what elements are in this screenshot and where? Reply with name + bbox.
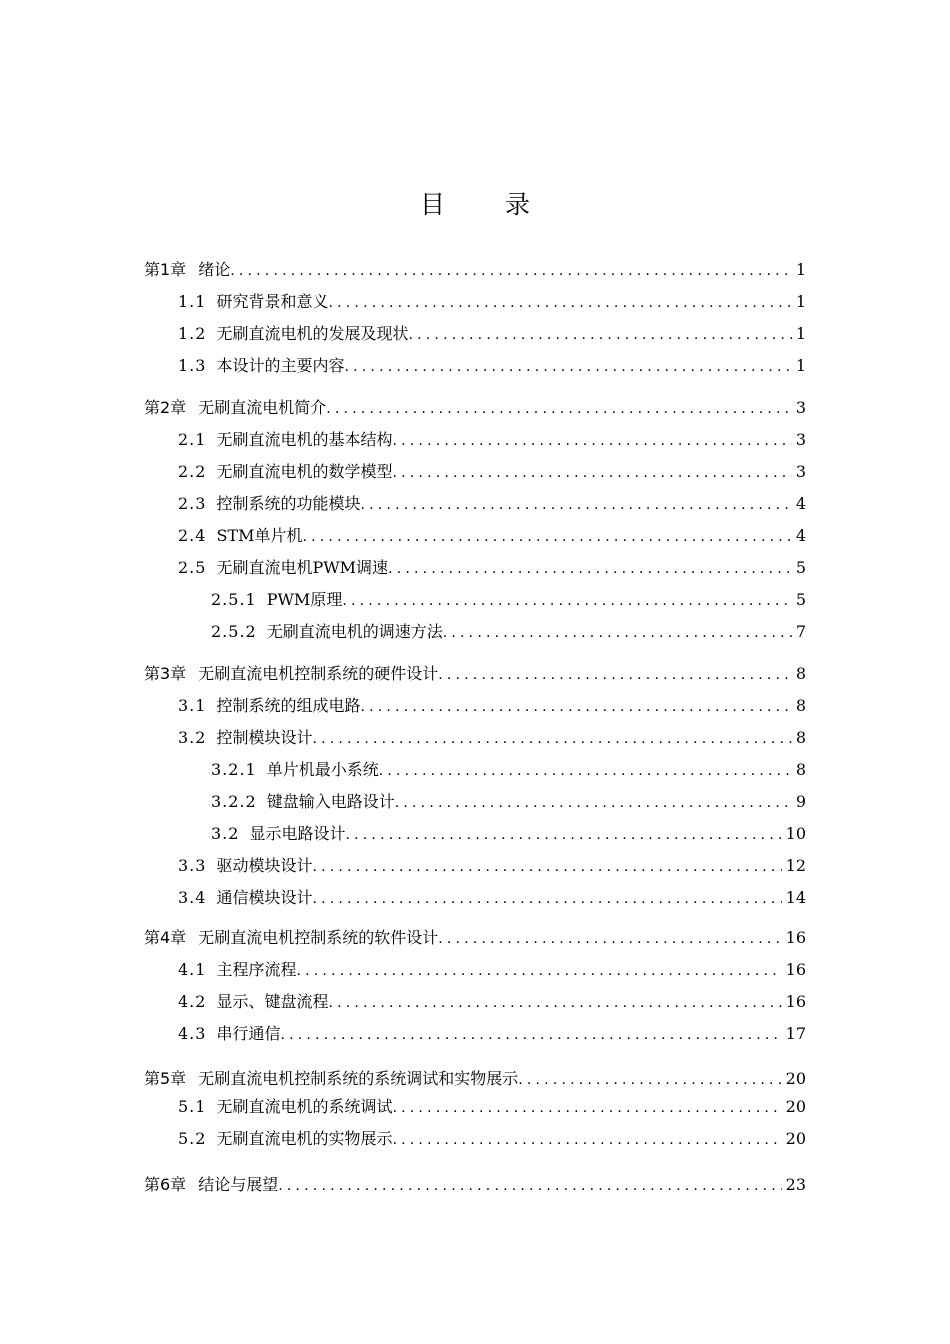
toc-entry-number: 2.2	[178, 462, 207, 481]
dot-leader	[312, 887, 781, 911]
toc-page-number: 8	[795, 760, 806, 779]
toc-entry-title: 无刷直流电机的数学模型	[216, 462, 393, 481]
toc-entry-title: 控制系统的组成电路	[216, 696, 361, 715]
dot-leader	[328, 991, 781, 1015]
toc-section-entry[interactable]	[178, 854, 806, 878]
toc-entry-number: 第5章	[144, 1069, 187, 1088]
dot-leader	[312, 855, 781, 879]
toc-section-entry[interactable]	[211, 822, 806, 846]
toc-entry-number: 1.3	[178, 356, 207, 375]
dot-leader	[395, 791, 792, 815]
toc-entry-number: 5.1	[178, 1097, 207, 1116]
toc-entry-number: 第6章	[144, 1175, 187, 1194]
toc-entry-number: 1.2	[178, 324, 207, 343]
toc-chapter-entry[interactable]	[144, 1173, 806, 1197]
toc-page-number: 4	[795, 526, 806, 545]
toc-entry-number: 第2章	[144, 398, 187, 417]
toc-entry-title: STM单片机	[216, 526, 303, 545]
toc-page-number: 5	[795, 590, 806, 609]
toc-entry-title: 无刷直流电机控制系统的软件设计	[198, 928, 439, 947]
toc-page-number: 20	[785, 1069, 806, 1088]
dot-leader	[360, 695, 791, 719]
toc-page-number: 1	[795, 356, 806, 375]
toc-page-number: 9	[795, 792, 806, 811]
toc-entry-number: 3.2	[211, 824, 240, 843]
toc-entry-title: 无刷直流电机的实物展示	[216, 1129, 393, 1148]
toc-page-number: 20	[785, 1129, 806, 1148]
toc-section-entry[interactable]	[178, 886, 806, 910]
toc-section-entry[interactable]	[178, 322, 806, 346]
toc-section-entry[interactable]	[178, 524, 806, 548]
toc-chapter-entry[interactable]	[144, 396, 806, 420]
dot-leader	[438, 663, 792, 687]
toc-page-number: 3	[795, 430, 806, 449]
toc-entry-number: 3.3	[178, 856, 207, 875]
dot-leader	[360, 493, 791, 517]
toc-page-number: 8	[795, 696, 806, 715]
dot-leader	[443, 621, 792, 645]
dot-leader	[312, 727, 791, 751]
toc-entry-title: 控制模块设计	[216, 728, 313, 747]
toc-section-entry[interactable]	[178, 1127, 806, 1151]
dot-leader	[302, 525, 791, 549]
toc-entry-number: 第3章	[144, 664, 187, 683]
toc-entry-number: 3.2	[178, 728, 207, 747]
toc-section-entry[interactable]	[178, 1095, 806, 1119]
toc-title: 目 录	[420, 190, 556, 219]
toc-entry-title: 串行通信	[216, 1024, 281, 1043]
toc-page-number: 23	[785, 1175, 806, 1194]
toc-entry-title: 无刷直流电机控制系统的系统调试和实物展示	[198, 1069, 519, 1088]
toc-entry-number: 2.4	[178, 526, 207, 545]
toc-entry-title: 键盘输入电路设计	[266, 792, 395, 811]
toc-page-number: 8	[795, 728, 806, 747]
toc-entry-title: 驱动模块设计	[216, 856, 313, 875]
toc-section-entry[interactable]	[211, 758, 806, 782]
toc-page-number: 16	[785, 992, 806, 1011]
toc-entry-title: 显示电路设计	[249, 824, 346, 843]
dot-leader	[328, 291, 791, 315]
toc-entry-title: 无刷直流电机简介	[198, 398, 327, 417]
toc-entry-title: 无刷直流电机控制系统的硬件设计	[198, 664, 439, 683]
toc-page-number: 14	[785, 888, 806, 907]
toc-section-entry[interactable]	[178, 290, 806, 314]
toc-entry-number: 第4章	[144, 928, 187, 947]
toc-page-number: 7	[795, 622, 806, 641]
toc-entry-number: 2.5.1	[211, 590, 257, 609]
dot-leader	[379, 759, 792, 783]
toc-section-entry[interactable]	[178, 1022, 806, 1046]
toc-entry-number: 1.1	[178, 292, 207, 311]
toc-entry-number: 3.1	[178, 696, 207, 715]
toc-page-number: 16	[785, 960, 806, 979]
toc-entry-number: 3.2.2	[211, 792, 257, 811]
toc-entry-title: 无刷直流电机的发展及现状	[216, 324, 409, 343]
dot-leader	[408, 323, 791, 347]
toc-entry-title: PWM原理	[266, 590, 343, 609]
toc-page-number: 3	[795, 398, 806, 417]
dot-leader	[296, 959, 781, 983]
dot-leader	[392, 1096, 781, 1120]
toc-section-entry[interactable]	[178, 354, 806, 378]
toc-entry-number: 4.3	[178, 1024, 207, 1043]
toc-entry-number: 3.4	[178, 888, 207, 907]
toc-entry-number: 3.2.1	[211, 760, 257, 779]
toc-entry-number: 第1章	[144, 260, 187, 279]
toc-page-number: 4	[795, 494, 806, 513]
dot-leader	[230, 259, 792, 283]
toc-section-entry[interactable]	[178, 492, 806, 516]
toc-entry-title: 本设计的主要内容	[216, 356, 345, 375]
toc-entry-title: 研究背景和意义	[216, 292, 329, 311]
toc-chapter-entry[interactable]	[144, 926, 806, 950]
dot-leader	[392, 1128, 781, 1152]
dot-leader	[392, 461, 791, 485]
toc-entry-title: 绪论	[198, 260, 231, 279]
toc-page-number: 1	[795, 260, 806, 279]
dot-leader	[518, 1068, 781, 1092]
toc-page-number: 20	[785, 1097, 806, 1116]
toc-page-number: 16	[785, 928, 806, 947]
toc-section-entry[interactable]	[211, 588, 806, 612]
dot-leader	[438, 927, 781, 951]
toc-chapter-entry[interactable]	[144, 1067, 806, 1091]
toc-section-entry[interactable]	[211, 790, 806, 814]
toc-entry-title: 结论与展望	[198, 1175, 279, 1194]
dot-leader	[326, 397, 792, 421]
dot-leader	[344, 355, 791, 379]
toc-entry-number: 2.5	[178, 558, 207, 577]
dot-leader	[392, 429, 791, 453]
toc-entry-number: 2.1	[178, 430, 207, 449]
toc-page-number: 17	[785, 1024, 806, 1043]
toc-entry-title: 控制系统的功能模块	[216, 494, 361, 513]
toc-section-entry[interactable]	[178, 990, 806, 1014]
toc-page-number: 12	[785, 856, 806, 875]
toc-section-entry[interactable]	[178, 694, 806, 718]
toc-entry-number: 2.3	[178, 494, 207, 513]
dot-leader	[278, 1174, 781, 1198]
toc-page-number: 8	[795, 664, 806, 683]
dot-leader	[388, 557, 792, 581]
toc-page-number: 1	[795, 324, 806, 343]
toc-entry-number: 2.5.2	[211, 622, 257, 641]
toc-entry-title: 显示、键盘流程	[216, 992, 329, 1011]
toc-chapter-entry[interactable]	[144, 258, 806, 282]
dot-leader	[345, 823, 781, 847]
toc-entry-number: 4.1	[178, 960, 207, 979]
toc-entry-number: 4.2	[178, 992, 207, 1011]
dot-leader	[280, 1023, 781, 1047]
toc-entry-title: 通信模块设计	[216, 888, 313, 907]
toc-page-number: 10	[785, 824, 806, 843]
toc-section-entry[interactable]	[178, 460, 806, 484]
toc-section-entry[interactable]	[211, 620, 806, 644]
toc-entry-title: 无刷直流电机的系统调试	[216, 1097, 393, 1116]
toc-section-entry[interactable]	[178, 958, 806, 982]
toc-section-entry[interactable]	[178, 428, 806, 452]
toc-section-entry[interactable]	[178, 556, 806, 580]
dot-leader	[342, 589, 791, 613]
toc-section-entry[interactable]	[178, 726, 806, 750]
toc-entry-title: 主程序流程	[216, 960, 297, 979]
toc-entry-title: 单片机最小系统	[266, 760, 379, 779]
toc-entry-number: 5.2	[178, 1129, 207, 1148]
toc-chapter-entry[interactable]	[144, 662, 806, 686]
toc-entry-title: 无刷直流电机的基本结构	[216, 430, 393, 449]
toc-entry-title: 无刷直流电机的调速方法	[266, 622, 443, 641]
toc-page-number: 3	[795, 462, 806, 481]
toc-entry-title: 无刷直流电机PWM调速	[216, 558, 389, 577]
toc-page-number: 1	[795, 292, 806, 311]
toc-page-number: 5	[795, 558, 806, 577]
